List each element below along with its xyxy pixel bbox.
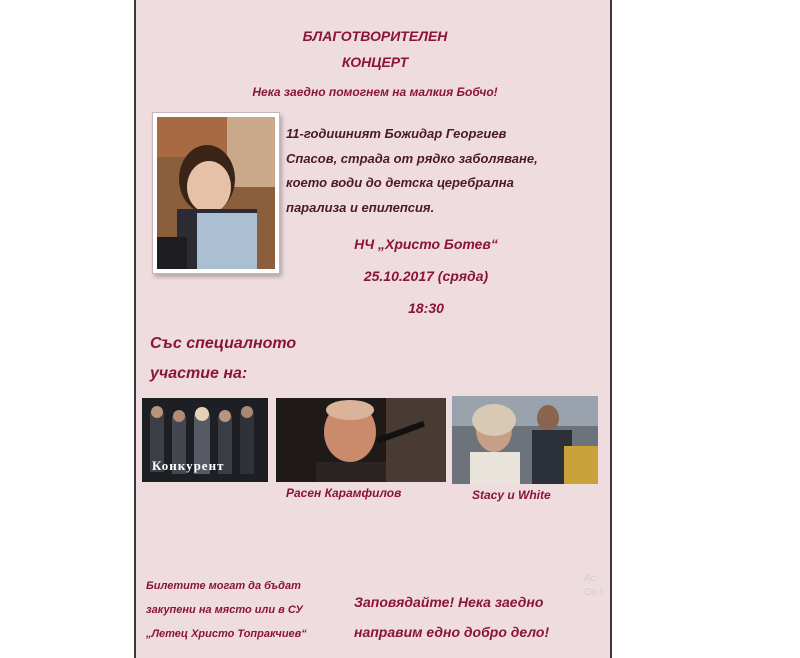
event-time: 18:30 (408, 300, 444, 316)
child-photo-frame (152, 112, 280, 274)
special-participation-line2: участие на: (150, 365, 248, 382)
story-line-2: Спасов, страда от рядко заболяване, (286, 151, 538, 166)
performer-caption-2: Расен Карамфилов (286, 486, 402, 500)
poster-title-line2: КОНЦЕРТ (341, 54, 409, 70)
tickets-line-3: „Летец Христо Топракчиев“ (146, 628, 307, 640)
performer-caption-3: Stacy и White (472, 488, 551, 502)
poster-subtitle: Нека заедно помогнем на малкия Бобчо! (252, 85, 498, 99)
performer-caption-1 (142, 488, 268, 502)
story-line-3: което води до детска церебрална (286, 175, 514, 190)
performer-photo-band (142, 398, 268, 482)
story-line-1: 11-годишният Божидар Георгиев (286, 126, 507, 141)
side-faded-text-line1: Ac (584, 573, 596, 584)
charity-concert-poster (134, 0, 612, 658)
closing-line-2: направим едно добро дело! (354, 624, 550, 640)
tickets-line-2: закупени на място или в СУ (146, 604, 303, 616)
event-date: 25.10.2017 (сряда) (363, 268, 489, 284)
poster-title-line1: БЛАГОТВОРИТЕЛЕН (302, 28, 448, 44)
tickets-line-1: Билетите могат да бъдат (146, 580, 301, 592)
band-logo-text: Конкурент (152, 458, 225, 473)
special-participation-line1: Със специалното (150, 335, 297, 352)
child-photo (157, 117, 275, 269)
side-faded-text-line2: Go t (584, 587, 603, 598)
performer-photo-singer (276, 398, 446, 482)
story-line-4: парализа и епилепсия. (286, 200, 435, 215)
performer-photo-duo (452, 396, 598, 484)
venue: НЧ „Христо Ботев“ (354, 236, 498, 252)
closing-line-1: Заповядайте! Нека заедно (354, 594, 544, 610)
side-faded-text (584, 572, 603, 600)
